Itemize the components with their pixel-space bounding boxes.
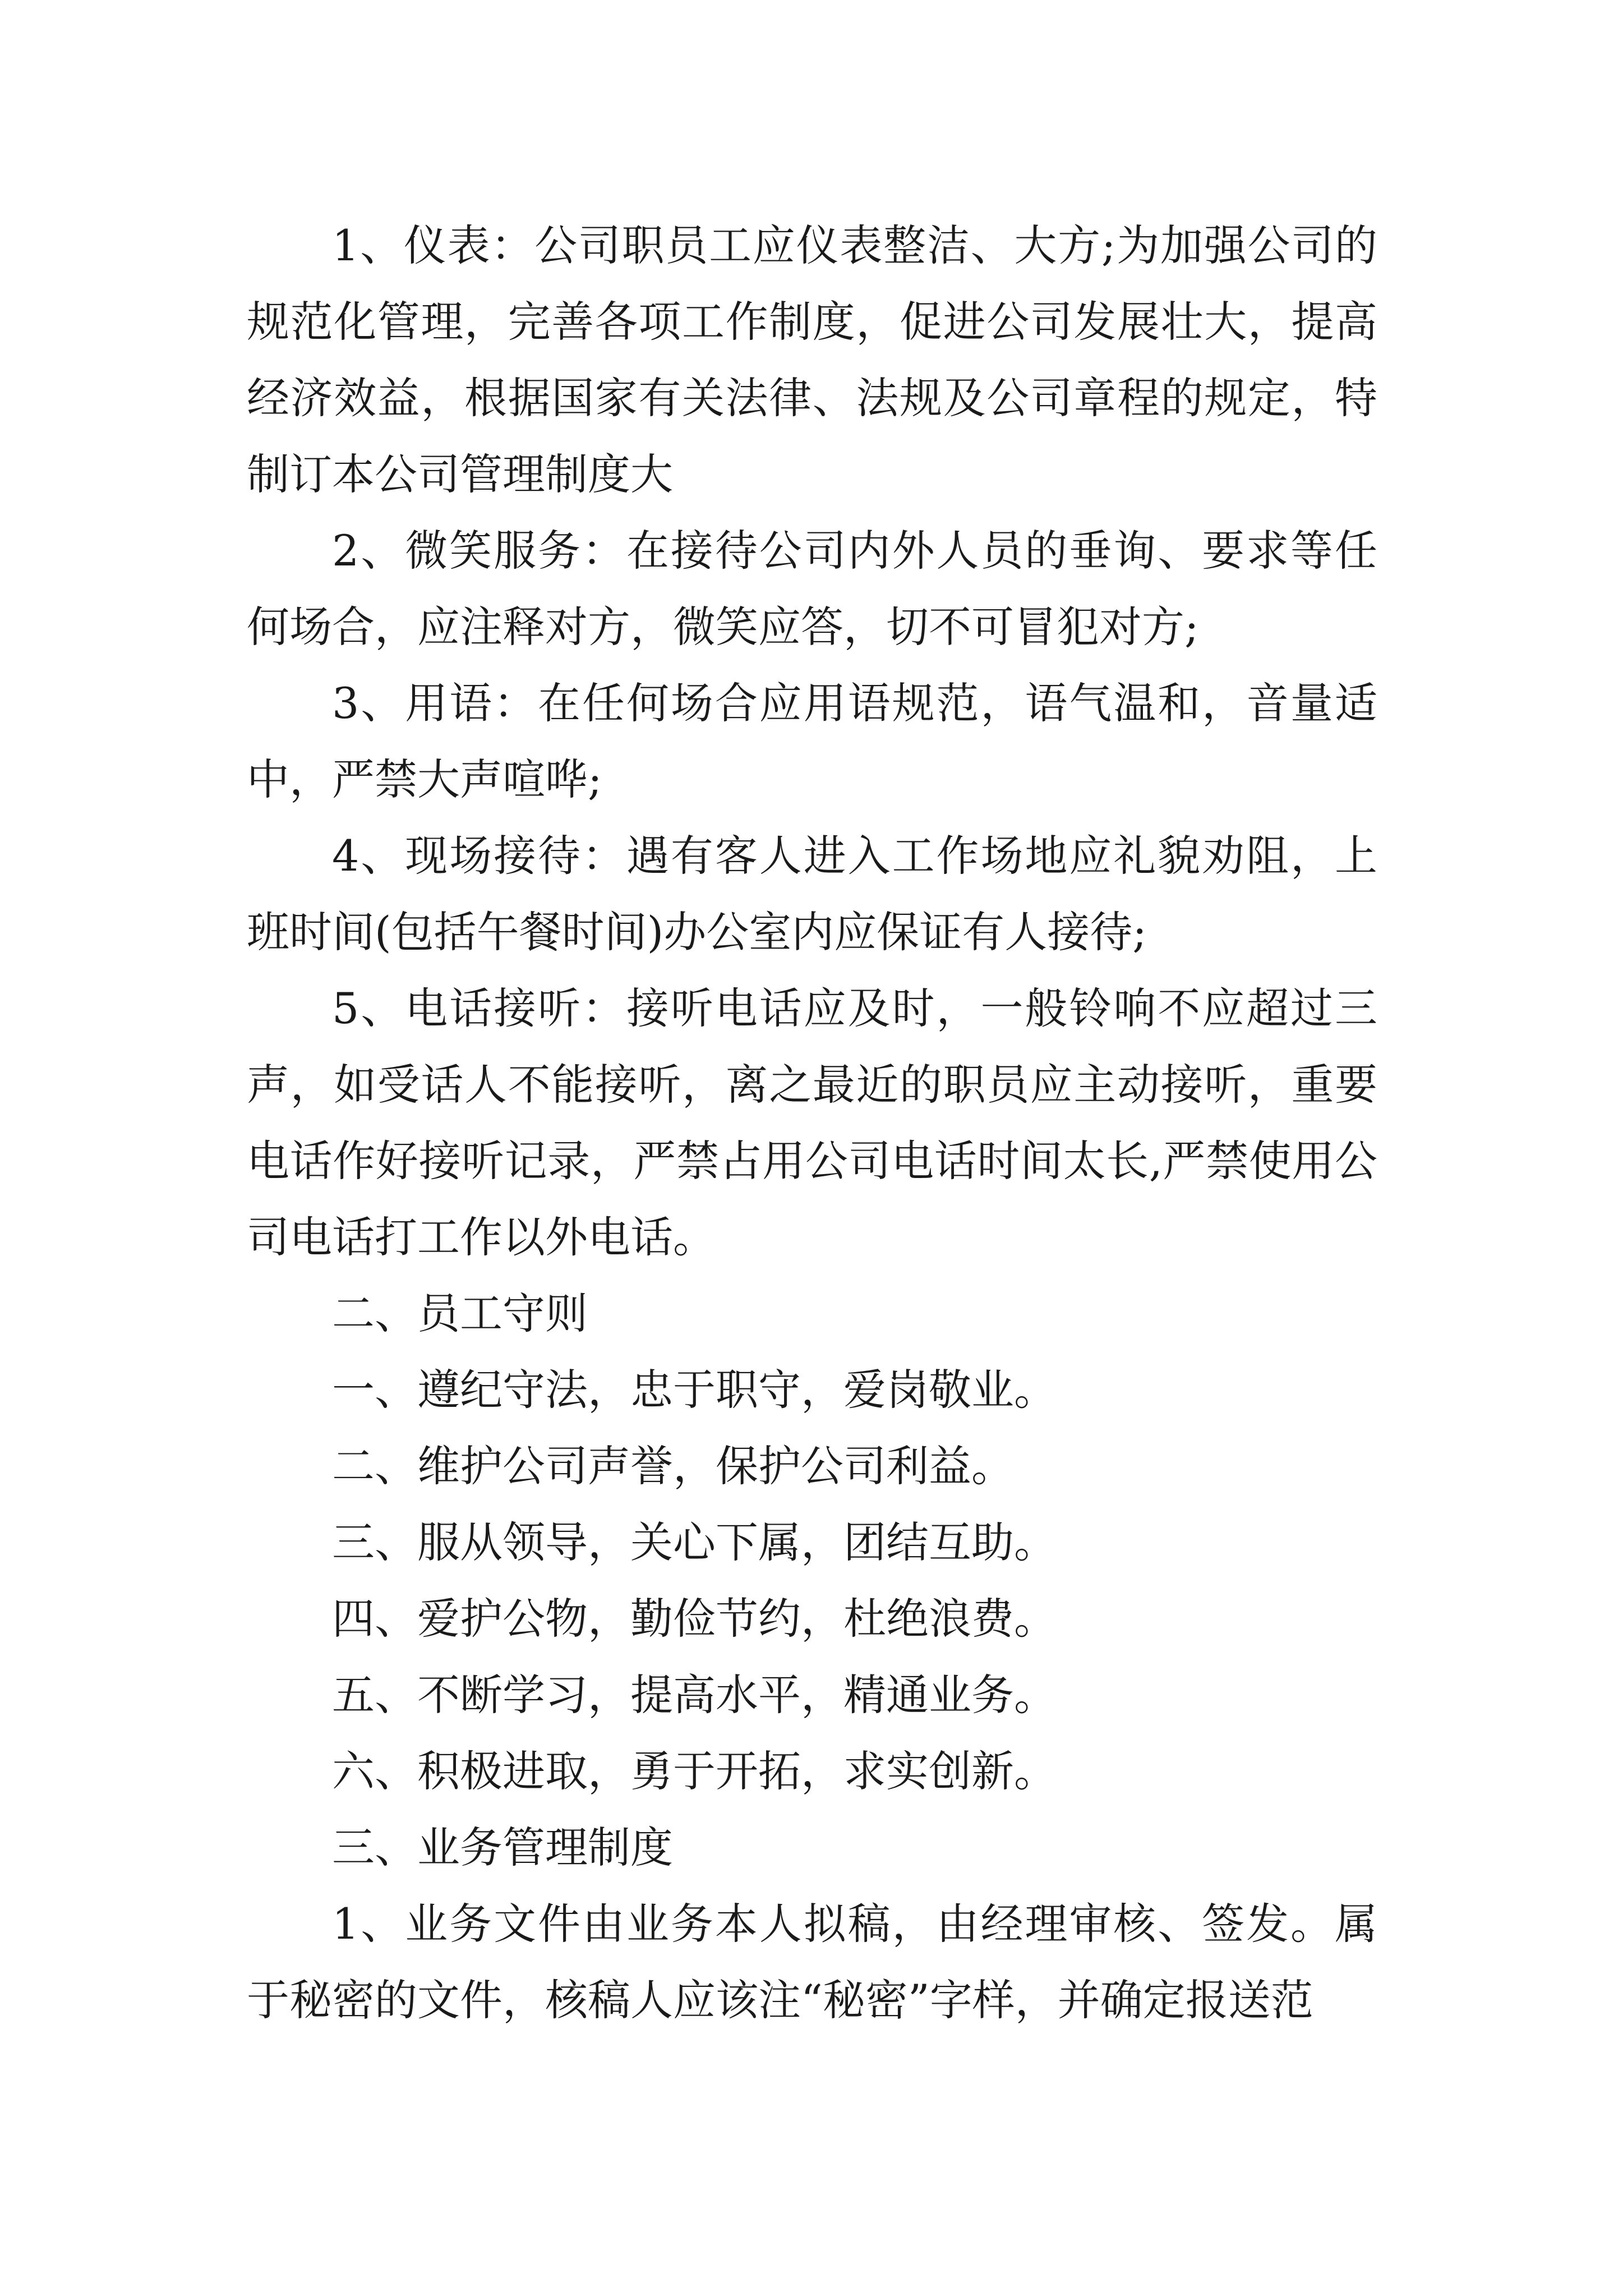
rule-item-2: 二、维护公司声誉，保护公司利益。	[332, 1441, 1014, 1491]
rule-item-1: 一、遵纪守法，忠于职守，爱岗敬业。	[332, 1365, 1057, 1415]
rule-item-3: 三、服从领导，关心下属，团结互助。	[332, 1517, 1057, 1567]
paragraph-smile-service: 2、微笑服务：在接待公司内外人员的垂询、要求等任何场合，应注释对方，微笑应答，切不可冒犯对方;	[247, 526, 1377, 652]
paragraph-phone: 5、电话接听：接听电话应及时，一般铃响不应超过三声，如受话人不能接听，离之最近的职员应主动接听，重要电话作好接听记录，严禁占用公司电话时间太长,严禁使用公司电话打工作以外电话。	[247, 983, 1377, 1262]
paragraph-appearance: 1、仪表：公司职员工应仪表整洁、大方;为加强公司的规范化管理，完善各项工作制度，促进公司发展壮大，提高经济效益，根据国家有关法律、法规及公司章程的规定，特制订本公司管理制度大	[247, 220, 1377, 499]
rule-item-5: 五、不断学习，提高水平，精通业务。	[332, 1670, 1057, 1720]
section-heading-business-management: 三、业务管理制度	[332, 1823, 673, 1872]
document-body	[247, 208, 1377, 2039]
section-heading-employee-rules: 二、员工守则	[332, 1289, 588, 1338]
paragraph-language: 3、用语：在任何场合应用语规范，语气温和，音量适中，严禁大声喧哗;	[247, 678, 1377, 804]
rule-item-6: 六、积极进取，勇于开拓，求实创新。	[332, 1746, 1057, 1796]
paragraph-business-documents: 1、业务文件由业务本人拟稿，由经理审核、签发。属于秘密的文件，核稿人应该注“秘密”字样，并确定报送范	[247, 1899, 1377, 2025]
rule-item-4: 四、爱护公物，勤俭节约，杜绝浪费。	[332, 1594, 1057, 1644]
paragraph-reception: 4、现场接待：遇有客人进入工作场地应礼貌劝阻，上班时间(包括午餐时间)办公室内应保证有人接待;	[247, 831, 1377, 957]
